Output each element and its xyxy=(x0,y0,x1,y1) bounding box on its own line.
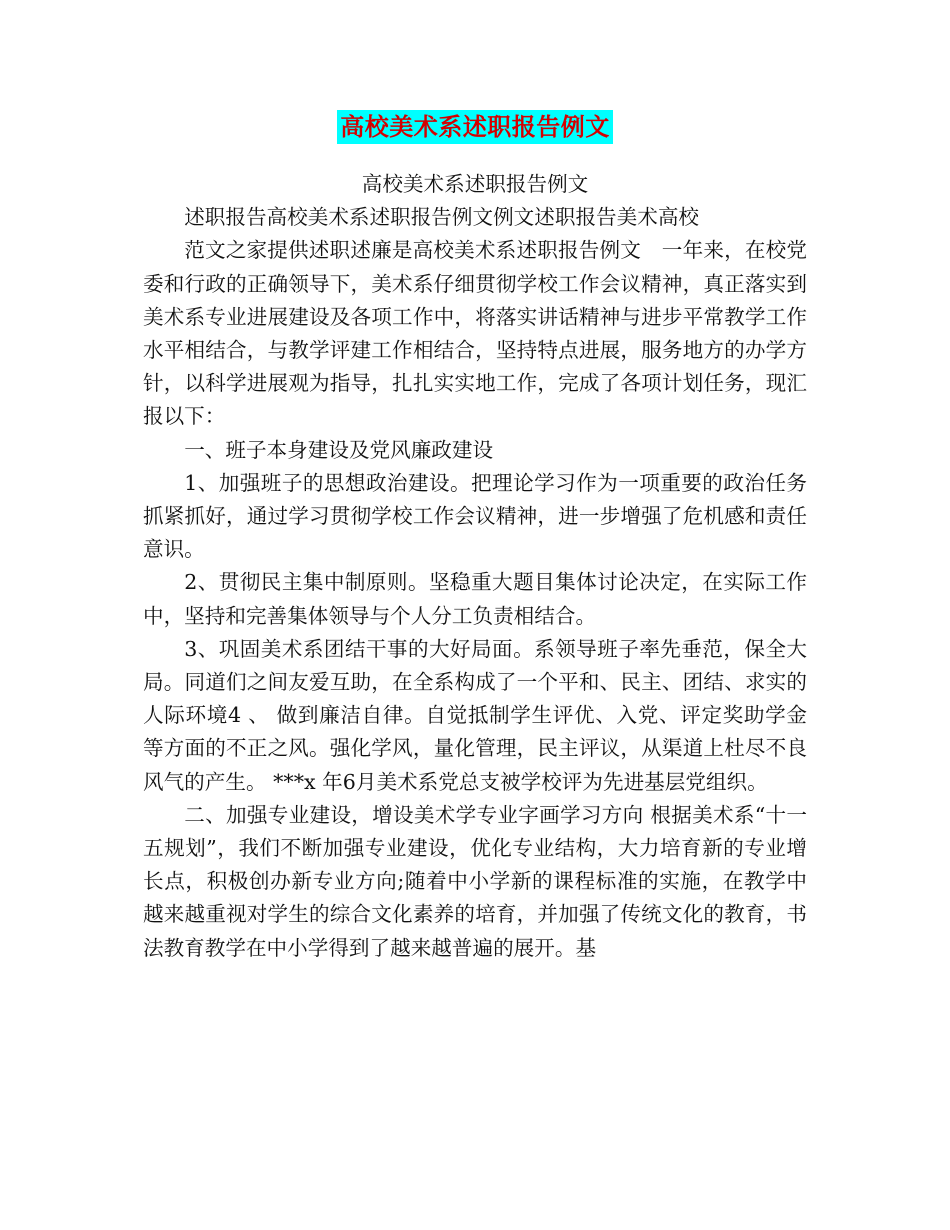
document-title: 高校美术系述职报告例文 xyxy=(337,110,613,144)
list-item-1: 1、加强班子的思想政治建设。把理论学习作为一项重要的政治任务抓紧抓好，通过学习贯彻学校工作会议精神，进一步增强了危机感和责任意识。 xyxy=(143,470,807,562)
section-heading-2-paragraph: 二、加强专业建设，增设美术学专业字画学习方向 根据美术系“十一五规划”，我们不断加强专业建设，优化专业结构，大力培育新的专业增长点，积极创办新专业方向;随着中小学新的课程标准的实施，在教学中越来越重视对学生的综合文化素养的培育，并加强了传统文化的教育，书法教育教学在中小学得到了越来越普遍的展开。基 xyxy=(143,802,807,960)
keywords-paragraph: 述职报告高校美术系述职报告例文例文述职报告美术高校 xyxy=(184,205,700,230)
title-container xyxy=(0,110,950,144)
list-item-2: 2、贯彻民主集中制原则。坚稳重大题目集体讨论决定，在实际工作中，坚持和完善集体领导与个人分工负责相结合。 xyxy=(143,570,807,628)
document-subtitle: 高校美术系述职报告例文 xyxy=(361,172,589,196)
intro-paragraph: 范文之家提供述职述廉是高校美术系述职报告例文 一年来，在校党委和行政的正确领导下，美术系仔细贯彻学校工作会议精神，真正落实到美术系专业进展建设及各项工作中，将落实讲话精神与进步平常教学工作水平相结合，与教学评建工作相结合，坚持特点进展，服务地方的办学方针，以科学进展观为指导，扎扎实实地工作，完成了各项计划任务，现汇报以下： xyxy=(143,238,807,429)
document-body xyxy=(143,168,807,965)
list-item-3: 3、巩固美术系团结干事的大好局面。系领导班子率先垂范，保全大局。同道们之间友爱互助，在全系构成了一个平和、民主、团结、求实的人际环境4 、 做到廉洁自律。自觉抵制学生评优、入党、评定奖助学金等方面的不正之风。强化学风，量化管理，民主评议，从渠道上杜尽不良风气的产生。 ***x 年6月美术系党总支被学校评为先进基层党组织。 xyxy=(143,636,807,794)
section-heading-1: 一、班子本身建设及党风廉政建设 xyxy=(184,437,494,462)
